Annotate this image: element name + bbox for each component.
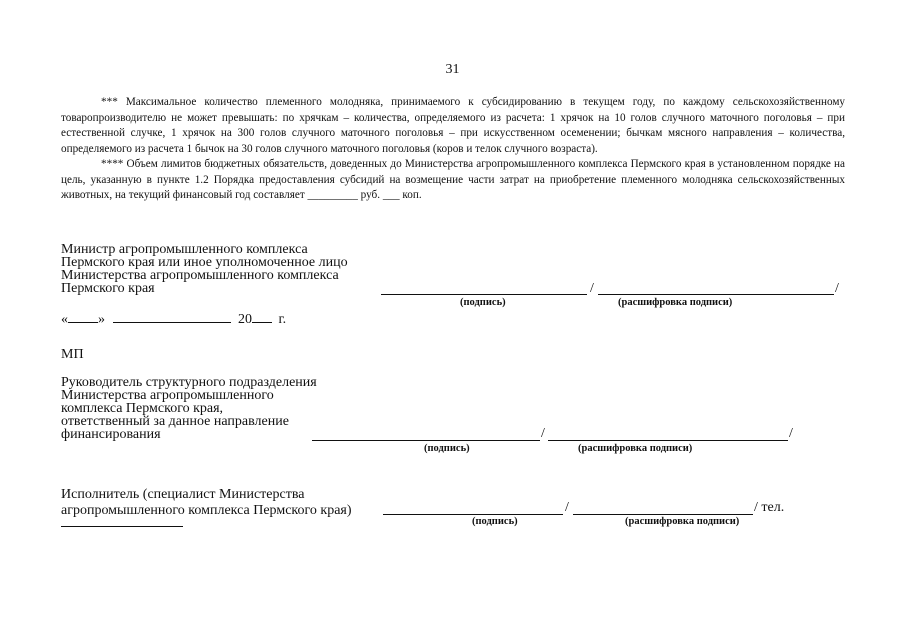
executor-title: Исполнитель (специалист Министерства агропромышленного комплекса Пермского края) [61,487,352,518]
date-line [61,310,286,328]
footnote-4-stars: **** Объем лимитов бюджетных обязательств, доведенных до Министерства агропромышленного комплекса Пермского края в установленном порядке на цель, указанную в пункте 1.2 Порядка предоставления субсидий на возмещение части затрат на приобретение племенного молодняка сельскохозяйственных животных, на текущий финансовый год составляет _________ руб. ___ коп. [61,158,845,201]
minister-title: Министр агропромышленного комплекса Пермского края или иное уполномоченное лицо Министерства агропромышленного комплекса Пермского края [61,242,348,296]
minister-signature-line[interactable] [381,294,587,295]
footnote-3-stars: *** Максимальное количество племенного молодняка, принимаемого к субсидированию в текущем году, по каждому сельскохозяйственному товаропроизводителю не может превышать: по хрячкам – количества, определяемого из расчета: 1 хрячок на 10 голов случного маточного поголовья – при естественной случке, 1 хрячок на 300 голов случного маточного поголовья – при искусственном осеменении; бычкам мясного направления – количества, определяемого из расчета 1 бычок на 30 голов случного маточного поголовья (коров и телок случного возраста). [61,96,845,155]
date-month-blank[interactable] [113,310,231,323]
footnotes [61,95,845,204]
tel-label: тел. [761,500,785,515]
date-year-suffix: г. [278,312,287,327]
executor-phone-line[interactable] [61,526,183,527]
executor-separator: / [565,500,569,515]
executor-phone-label [754,500,784,516]
head-title: Руководитель структурного подразделения Министерства агропромышленного комплекса Пермского края, ответственный за данное направление финансирования [61,375,317,442]
minister-decode-caption: (расшифровка подписи) [618,297,733,308]
head-decode-caption: (расшифровка подписи) [578,443,693,454]
executor-decode-line[interactable] [573,514,753,515]
date-year-blank[interactable] [252,310,272,323]
head-signature-caption: (подпись) [424,443,470,454]
head-signature-line[interactable] [312,440,540,441]
stamp-place: МП [61,347,84,362]
date-year-prefix: 20 [238,312,252,327]
date-open-quote: « [61,312,68,327]
minister-separator: / [590,281,594,296]
page-number: 31 [445,62,460,77]
executor-separator-end: / [754,500,758,515]
head-separator: / [541,426,545,441]
executor-signature-line[interactable] [383,514,563,515]
minister-signature-caption: (подпись) [460,297,506,308]
head-separator-end: / [789,426,793,441]
minister-separator-end: / [835,281,839,296]
date-close-quote: » [98,312,105,327]
minister-decode-line[interactable] [598,294,834,295]
executor-signature-caption: (подпись) [472,516,518,527]
date-day-blank[interactable] [68,310,98,323]
executor-decode-caption: (расшифровка подписи) [625,516,740,527]
head-decode-line[interactable] [548,440,788,441]
